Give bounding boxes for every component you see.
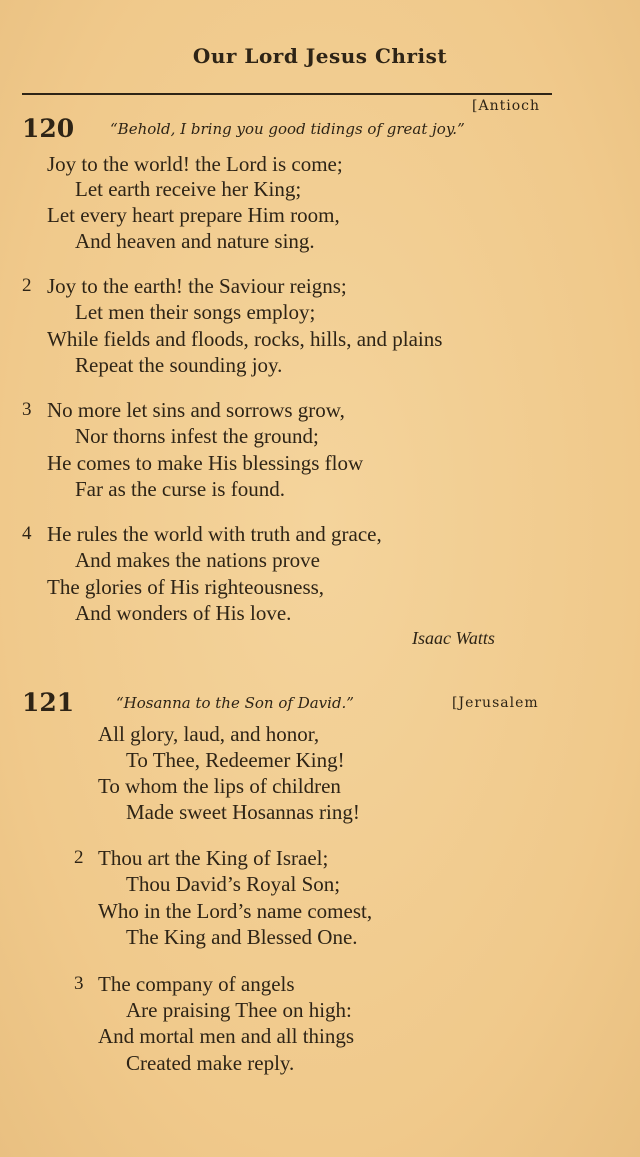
verse-line: Thou art the King of Israel;: [98, 846, 329, 870]
verse-line: Joy to the world! the Lord is come;: [47, 152, 343, 176]
verse-line: Let men their songs employ;: [75, 300, 316, 324]
verse-number: 3: [74, 973, 84, 994]
verse-line: And mortal men and all things: [98, 1024, 355, 1048]
hymn-epigraph: “Behold, I bring you good tidings of great joy.”: [110, 120, 465, 138]
verse-line: Let earth receive her King;: [75, 177, 302, 201]
verse-line: The glories of His righteousness,: [47, 575, 325, 599]
hymn-number: 120: [22, 114, 75, 143]
tune-name: [Antioch: [472, 98, 540, 114]
hymn-number: 121: [22, 688, 75, 717]
verse-line: The company of angels: [98, 972, 295, 996]
verse-line: And makes the nations prove: [75, 548, 320, 572]
verse-line: He comes to make His blessings flow: [47, 451, 364, 475]
verse-line: Created make reply.: [126, 1051, 295, 1075]
verse-line: Made sweet Hosannas ring!: [126, 800, 360, 824]
verse-line: All glory, laud, and honor,: [98, 722, 320, 746]
hymn-author: Isaac Watts: [412, 628, 495, 648]
verse-line: Are praising Thee on high:: [126, 998, 352, 1022]
verse-line: Who in the Lord’s name comest,: [98, 899, 373, 923]
verse-number: 2: [74, 847, 84, 868]
verse-line: And wonders of His love.: [75, 601, 292, 625]
verse-line: He rules the world with truth and grace,: [47, 522, 382, 546]
verse-line: Let every heart prepare Him room,: [47, 203, 340, 227]
hymn-epigraph: “Hosanna to the Son of David.”: [116, 694, 354, 712]
verse-line: Thou David’s Royal Son;: [126, 872, 341, 896]
header-rule: [22, 93, 552, 95]
verse-line: Repeat the sounding joy.: [75, 353, 283, 377]
verse-line: While fields and floods, rocks, hills, and plains: [47, 327, 443, 351]
verse-line: No more let sins and sorrows grow,: [47, 398, 345, 422]
verse-line: To Thee, Redeemer King!: [126, 748, 345, 772]
tune-name: [Jerusalem: [452, 695, 539, 711]
verse-line: And heaven and nature sing.: [75, 229, 315, 253]
verse-line: Far as the curse is found.: [75, 477, 285, 501]
verse-number: 2: [22, 275, 32, 296]
verse-line: Nor thorns infest the ground;: [75, 424, 319, 448]
verse-line: Joy to the earth! the Saviour reigns;: [47, 274, 347, 298]
page-header: Our Lord Jesus Christ: [192, 44, 448, 68]
verse-line: To whom the lips of children: [98, 774, 341, 798]
verse-number: 3: [22, 399, 32, 420]
verse-line: The King and Blessed One.: [126, 925, 358, 949]
verse-number: 4: [22, 523, 32, 544]
